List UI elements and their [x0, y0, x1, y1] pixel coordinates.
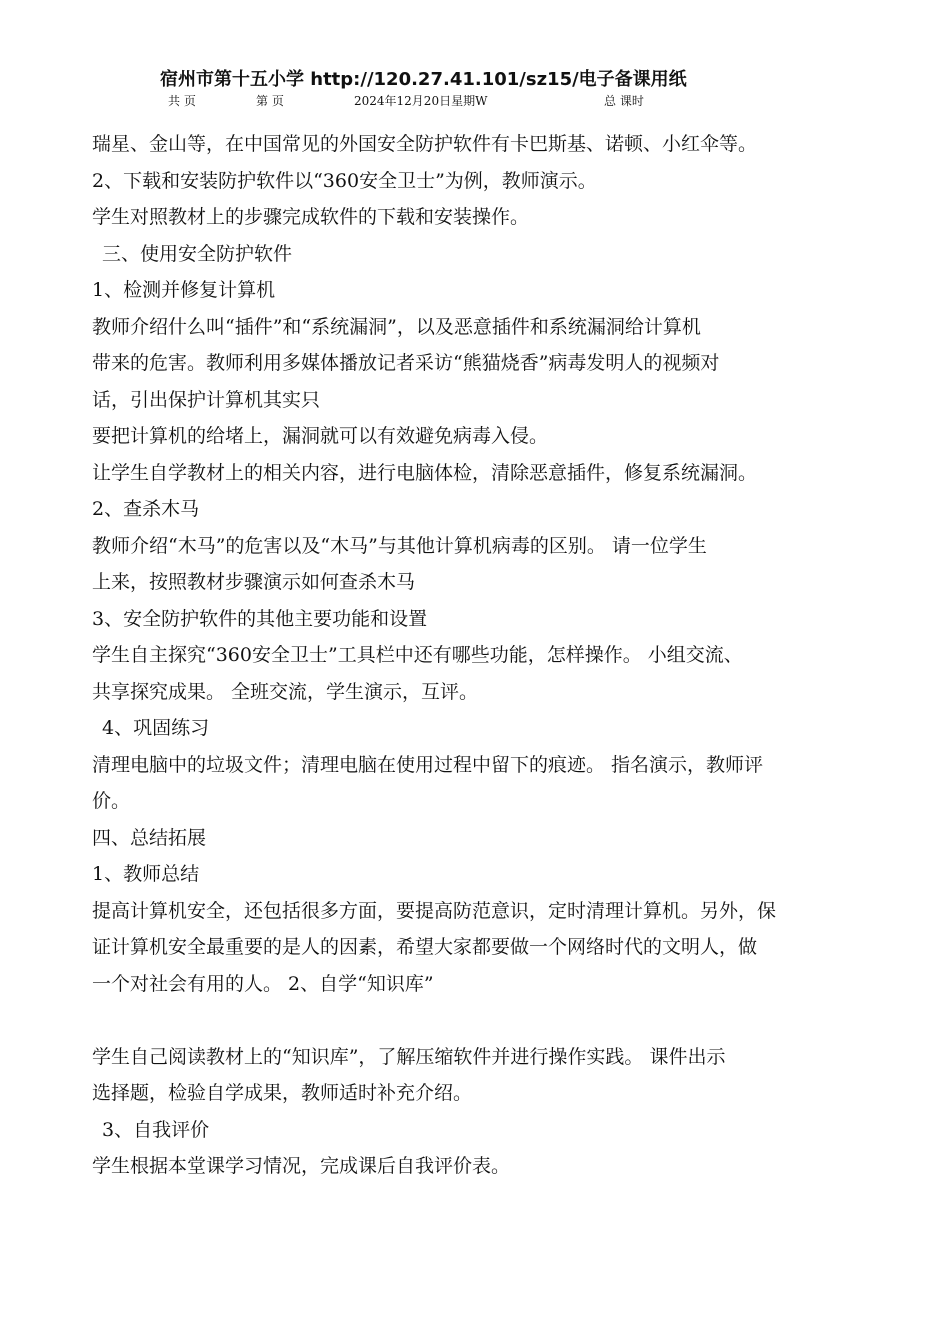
subsection-heading: 3、安全防护软件的其他主要功能和设置 [92, 607, 428, 630]
section-heading: 四、总结拓展 [92, 826, 207, 849]
body-line: 学生自主探究“360安全卫士”工具栏中还有哪些功能，怎样操作。 小组交流、 [92, 644, 743, 666]
body-line: 清理电脑中的垃圾文件；清理电脑在使用过程中留下的痕迹。 指名演示，教师评 [92, 753, 764, 776]
body-line: 学生根据本堂课学习情况，完成课后自我评价表。 [92, 1155, 511, 1177]
body-line: 教师介绍什么叫“插件”和“系统漏洞”，以及恶意插件和系统漏洞给计算机 [92, 315, 701, 338]
date-label: 2024年12月20日星期W [354, 94, 488, 108]
body-line: 2、下载和安装防护软件以“360安全卫士”为例，教师演示。 [92, 169, 597, 192]
body-line: 上来，按照教材步骤演示如何查杀木马 [92, 571, 416, 593]
page-number-label: 第 页 [256, 94, 284, 108]
body-line: 一个对社会有用的人。 2、自学“知识库” [92, 972, 434, 995]
body-line: 学生对照教材上的步骤完成软件的下载和安装操作。 [92, 206, 530, 228]
page-header-title: 宿州市第十五小学 http://120.27.41.101/sz15/电子备课用纸 [160, 69, 687, 90]
body-line: 学生自己阅读教材上的“知识库”，了解压缩软件并进行操作实践。 课件出示 [92, 1045, 726, 1068]
blank-line [92, 1002, 862, 1039]
subsection-heading: 1、教师总结 [92, 863, 200, 885]
body-line: 带来的危害。教师利用多媒体播放记者采访“熊猫烧香”病毒发明人的视频对 [92, 352, 720, 374]
subsection-heading: 4、巩固练习 [102, 717, 210, 739]
subsection-heading: 1、检测并修复计算机 [92, 279, 276, 301]
total-lessons-label: 总 课时 [604, 94, 644, 108]
body-line: 提高计算机安全，还包括很多方面，要提高防范意识，定时清理计算机。另外，保 [92, 899, 777, 922]
body-line: 选择题，检验自学成果，教师适时补充介绍。 [92, 1082, 473, 1104]
body-line: 价。 [92, 790, 131, 812]
section-heading: 三、使用安全防护软件 [102, 242, 293, 265]
body-line: 瑞星、金山等，在中国常见的外国安全防护软件有卡巴斯基、诺顿、小红伞等。 [92, 133, 758, 155]
body-line: 话，引出保护计算机其实只 [92, 388, 321, 411]
body-line: 教师介绍“木马”的危害以及“木马”与其他计算机病毒的区别。 请一位学生 [92, 534, 707, 557]
lesson-body [92, 126, 862, 1185]
body-line: 要把计算机的给堵上，漏洞就可以有效避免病毒入侵。 [92, 425, 549, 447]
body-line: 证计算机安全最重要的是人的因素，希望大家都要做一个网络时代的文明人，做 [92, 936, 758, 958]
subsection-heading: 2、查杀木马 [92, 498, 200, 520]
subsection-heading: 3、自我评价 [102, 1118, 210, 1141]
total-pages-label: 共 页 [168, 94, 196, 108]
body-line: 共享探究成果。 全班交流，学生演示，互评。 [92, 680, 479, 703]
body-line: 让学生自学教材上的相关内容，进行电脑体检，清除恶意插件，修复系统漏洞。 [92, 461, 758, 484]
